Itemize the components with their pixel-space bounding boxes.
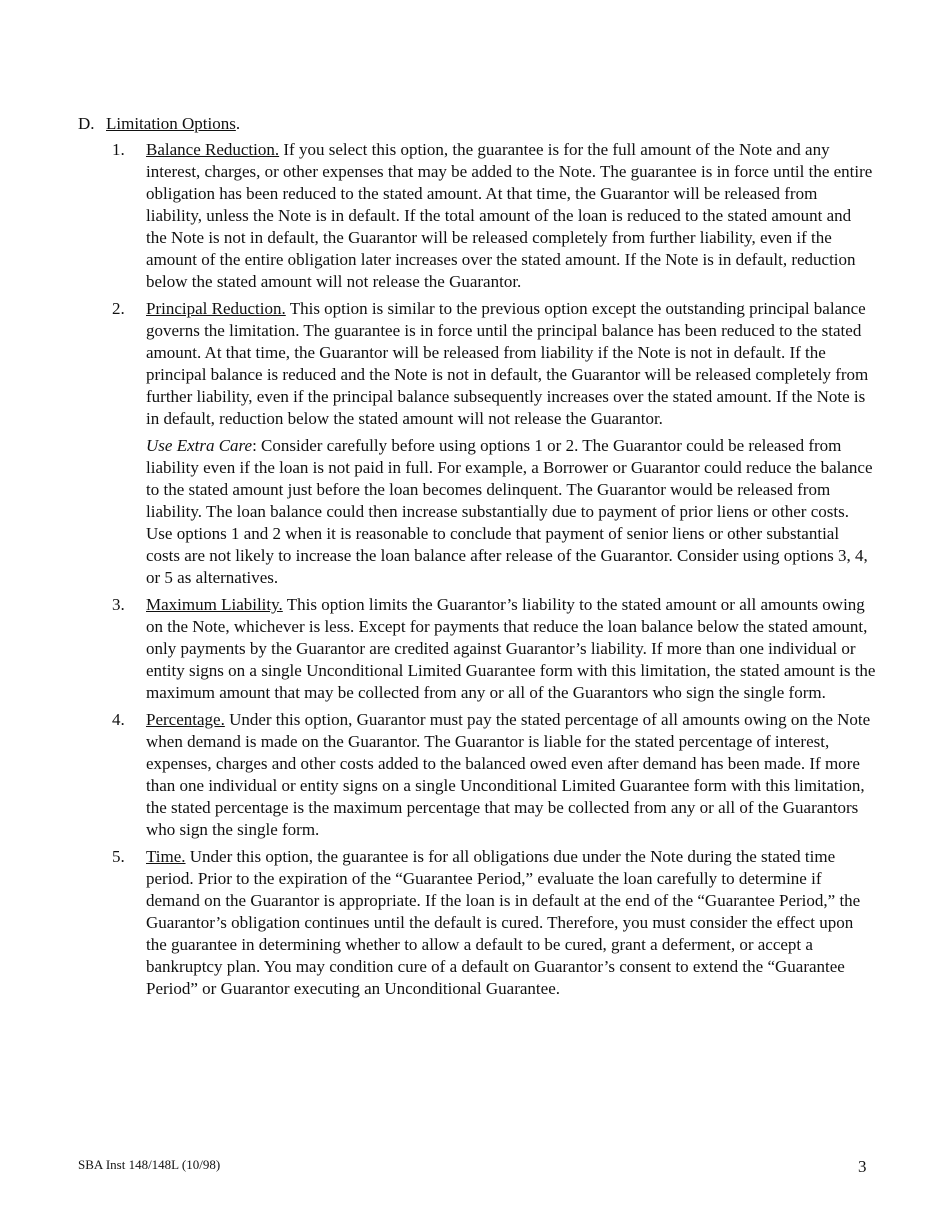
section-title: Limitation Options (106, 114, 236, 133)
item-paragraph (146, 298, 876, 430)
item-label: Principal Reduction. (146, 299, 286, 318)
list-item-percentage (112, 709, 876, 841)
item-label: Percentage. (146, 710, 225, 729)
section-trailing-period: . (235, 114, 241, 133)
list-item-time (112, 846, 876, 1000)
section-heading (78, 113, 240, 135)
item-number: 1. (112, 140, 125, 159)
item-paragraph (146, 139, 876, 293)
item-number: 4. (112, 710, 125, 729)
section-letter: D. (78, 114, 95, 133)
item-number: 5. (112, 847, 125, 866)
item-paragraph (146, 594, 876, 704)
item-label: Balance Reduction. (146, 140, 280, 159)
item-number: 3. (112, 595, 125, 614)
item-text: This option limits the Guarantor’s liability to the stated amount or all amounts owing on the Note, whichever is less. Except for payments that reduce the loan balance below the stated amount, only payments by the Guarantor are credited against Guarantor’s liability. If more than one individual or entity signs on a single Unconditional Limited Guarantee form with this limitation, the stated amount is the maximum amount that may be collected from any or all of the Guarantors who sign the single form. (146, 595, 876, 702)
footer-form-id: SBA Inst 148/148L (10/98) (78, 1157, 221, 1172)
item-number: 2. (112, 299, 125, 318)
list-item-maximum-liability (112, 594, 876, 704)
item-text: If you select this option, the guarantee is for the full amount of the Note and any interest, charges, or other expenses that may be added to the Note. The guarantee is in force until the entire obligation has been reduced to the stated amount. At that time, the Guarantor will be released from liability, unless the Note is in default. If the total amount of the loan is reduced to the stated amount and the Note is not in default, the Guarantor will be released completely from further liability, even if the amount of the entire obligation later increases over the stated amount. If the Note is in default, reduction below the stated amount will not release the Guarantor. (146, 140, 873, 291)
item-text: This option is similar to the previous option except the outstanding principal balance governs the limitation. The guarantee is in force until the principal balance has been reduced to the stated amount. At that time, the Guarantor will be released from liability if the Note is not in default. If the principal balance is reduced and the Note is not in default, the Guarantor will be released completely from further liability, even if the principal balance subsequently increases over the stated amount. If the Note is in default, reduction below the stated amount will not release the Guarantor. (146, 299, 869, 428)
item-label: Maximum Liability. (146, 595, 283, 614)
list-item-principal-reduction (112, 298, 876, 589)
item-text: Under this option, the guarantee is for all obligations due under the Note during the stated time period. Prior to the expiration of the “Guarantee Period,” evaluate the loan carefully to determine if demand on the Guarantor is appropriate. If the loan is in default at the end of the “Guarantee Period,” the Guarantor’s obligation continues until the default is cured. Therefore, you must consider the effect upon the guarantee in determining whether to allow a default to be cured, grant a deferment, or accept a bankruptcy plan. You may condition cure of a default on Guarantor’s consent to extend the “Guarantee Period” or Guarantor executing an Unconditional Guarantee. (146, 847, 861, 998)
footer-page-number: 3 (858, 1157, 867, 1176)
item-paragraph (146, 846, 876, 1000)
item-text: Under this option, Guarantor must pay the stated percentage of all amounts owing on the Note when demand is made on the Guarantor. The Guarantor is liable for the stated percentage of interest, expenses, charges and other costs added to the balanced owed even after demand has been made. If more than one individual or entity signs on a single Unconditional Limited Guarantee form with this limitation, the stated percentage is the maximum percentage that may be collected from any or all of the Guarantors who sign the single form. (146, 710, 871, 839)
extra-care-label: Use Extra Care (146, 436, 253, 455)
item-label: Time. (146, 847, 186, 866)
limitation-options-list (112, 139, 876, 1005)
extra-care-text: : Consider carefully before using options 1 or 2. The Guarantor could be released from liability even if the loan is not paid in full. For example, a Borrower or Guarantor could reduce the balance to the stated amount just before the loan becomes delinquent. The Guarantor would be released from liability. The loan balance could then increase substantially due to payment of prior liens or other costs. Use options 1 and 2 when it is reasonable to conclude that payment of senior liens or other substantial costs are not likely to increase the loan balance after release of the Guarantor. Consider using options 3, 4, or 5 as alternatives. (146, 436, 873, 587)
list-item-balance-reduction (112, 139, 876, 293)
item-paragraph (146, 709, 876, 841)
extra-care-paragraph (146, 435, 876, 589)
